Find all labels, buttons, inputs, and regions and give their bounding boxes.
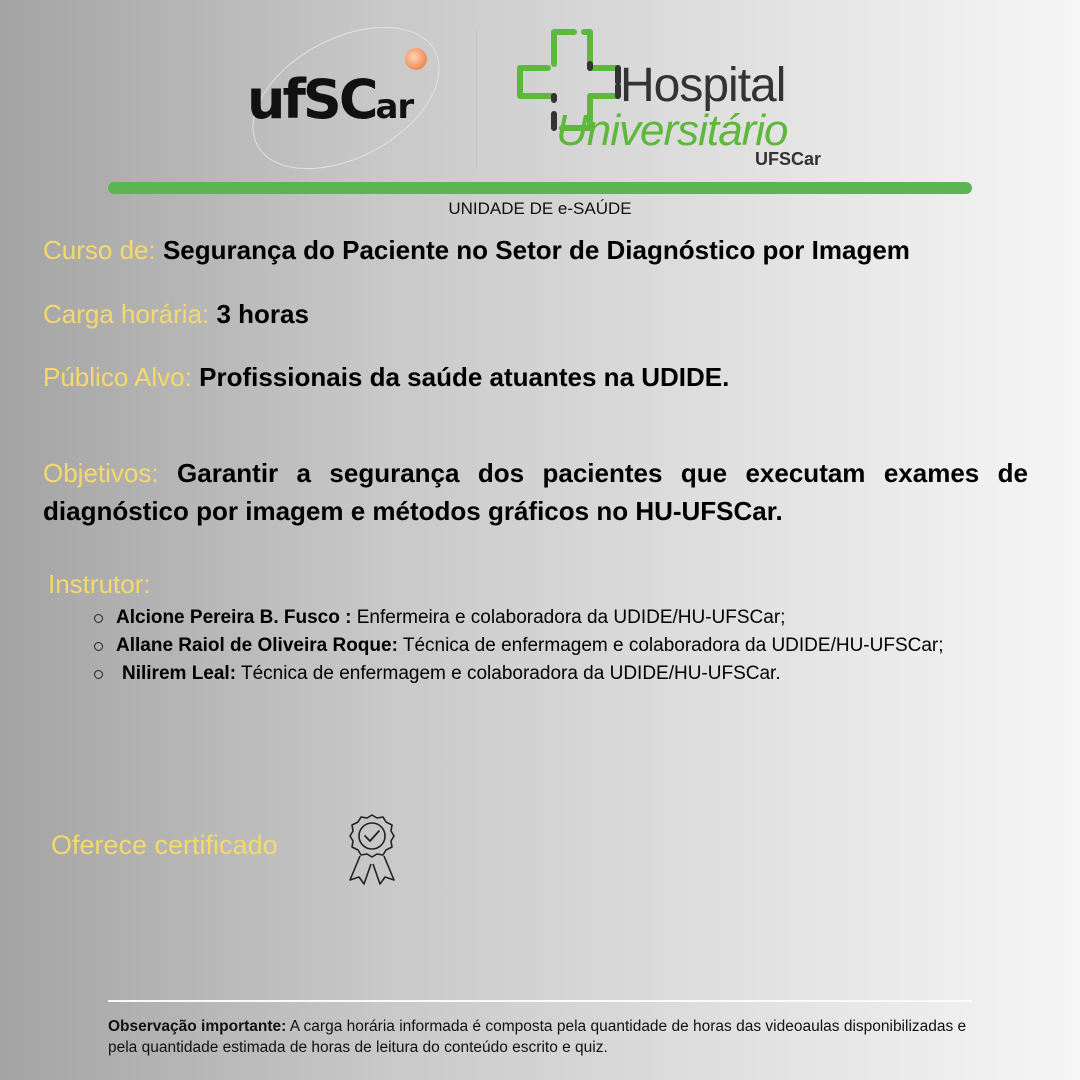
course-hours-value: 3 horas bbox=[216, 299, 309, 329]
instructor-role: Enfermeira e colaboradora da UDIDE/HU-UFSCar; bbox=[356, 607, 786, 628]
footer-divider bbox=[108, 1000, 972, 1002]
course-audience-label: Público Alvo: bbox=[43, 362, 192, 392]
hospital-logo-line3: UFSCar bbox=[755, 149, 822, 169]
ufscar-logo bbox=[235, 30, 460, 170]
course-objectives-value: Garantir a segurança dos pacientes que executam exames de diagnóstico por imagem e métodos gráficos no HU-UFSCar. bbox=[43, 458, 1028, 526]
instructor-name: Allane Raiol de Oliveira Roque: bbox=[116, 635, 398, 656]
note-label: Observação importante: bbox=[108, 1018, 287, 1035]
ufscar-logo-text: ufSCar bbox=[247, 68, 414, 131]
course-audience-line bbox=[43, 362, 1043, 393]
instructor-list bbox=[90, 604, 990, 688]
instructor-role: Técnica de enfermagem e colaboradora da UDIDE/HU-UFSCar; bbox=[402, 635, 944, 656]
ufscar-logo-dot bbox=[405, 48, 427, 70]
course-name-line bbox=[43, 235, 1043, 266]
hospital-logo-line1: Hospital bbox=[620, 59, 786, 112]
unit-label: UNIDADE DE e-SAÚDE bbox=[448, 199, 632, 218]
course-name-value: Segurança do Paciente no Setor de Diagnóstico por Imagem bbox=[162, 235, 910, 265]
bullet-circle-icon bbox=[94, 614, 103, 623]
hospital-logo-line2: Universitário bbox=[556, 106, 788, 155]
course-objectives bbox=[43, 454, 1028, 530]
list-item bbox=[90, 604, 990, 632]
header-green-bar bbox=[108, 182, 972, 194]
list-item bbox=[90, 632, 990, 660]
list-item bbox=[90, 660, 990, 688]
award-ribbon-icon bbox=[344, 812, 400, 886]
instructor-name: Nilirem Leal: bbox=[122, 663, 237, 684]
bullet-circle-icon bbox=[94, 642, 103, 651]
course-hours-label: Carga horária: bbox=[43, 299, 210, 329]
important-note bbox=[108, 1016, 988, 1058]
instructor-role: Técnica de enfermagem e colaboradora da UDIDE/HU-UFSCar. bbox=[240, 663, 781, 684]
certificate-label: Oferece certificado bbox=[51, 830, 278, 860]
note-text: A carga horária informada é composta pela quantidade de horas das videoaulas disponibilizadas e pela quantidade estimada de horas de leitura do conteúdo escrito e quiz. bbox=[108, 1018, 967, 1056]
bullet-circle-icon bbox=[94, 670, 103, 679]
instructor-title: Instrutor: bbox=[48, 569, 151, 599]
course-hours-line bbox=[43, 299, 1043, 330]
course-audience-value: Profissionais da saúde atuantes na UDIDE. bbox=[199, 362, 730, 392]
course-objectives-label: Objetivos: bbox=[43, 458, 159, 488]
logo-divider bbox=[476, 28, 477, 168]
instructor-name: Alcione Pereira B. Fusco : bbox=[116, 607, 352, 628]
course-name-label: Curso de: bbox=[43, 235, 156, 265]
hospital-universitario-logo bbox=[512, 24, 842, 174]
